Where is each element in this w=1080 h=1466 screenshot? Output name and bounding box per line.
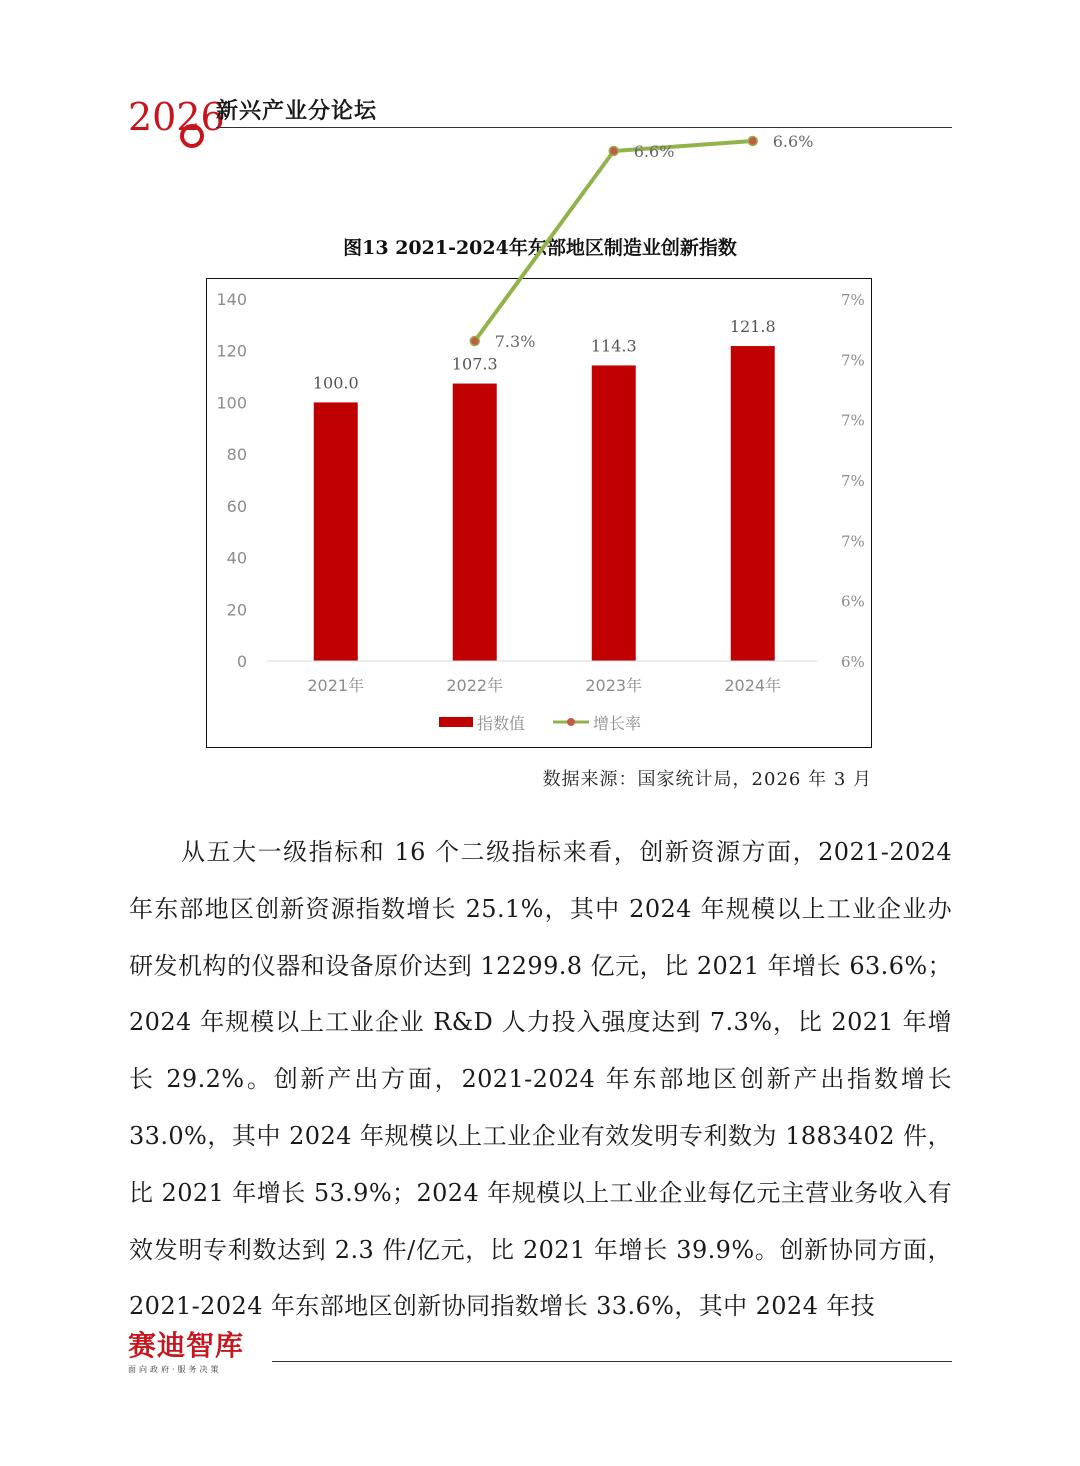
bar-0 xyxy=(314,402,358,661)
y-left-tick-label: 0 xyxy=(236,652,247,671)
growth-rate-point xyxy=(748,137,757,146)
bar-1 xyxy=(453,384,497,661)
forum-title: 新兴产业分论坛 xyxy=(216,99,378,124)
figure-caption: 图13 2021-2024年东部地区制造业创新指数 xyxy=(343,237,737,259)
y-right-tick-label: 7% xyxy=(841,411,865,430)
data-source-note: 数据来源：国家统计局，2026 年 3 月 xyxy=(542,769,872,790)
bar-data-label: 114.3 xyxy=(590,336,637,356)
line-data-label: 6.6% xyxy=(772,132,814,151)
y-right-tick-label: 7% xyxy=(841,532,865,551)
y-left-tick-label: 40 xyxy=(226,548,247,568)
growth-rate-point xyxy=(470,337,479,346)
footer-brand-name: 赛迪智库 xyxy=(128,1329,245,1362)
bar-data-label: 100.0 xyxy=(312,373,359,393)
body-paragraph: 从五大一级指标和 16 个二级指标来看，创新资源方面，2021-2024 年东部地区创新资源指数增长 25.1%，其中 2024 年规模以上工业企业办研发机构的仪器和设备原价达到 12299.8 亿元，比 2021 年增长 63.6%；2024 年规模以上工业企业 R&D 人力投入强度达到 7.3%，比 2021 年增长 29.2%。创新产出方面，2021-2024 年东部地区创新产出指数增长 33.0%，其中 2024 年规模以上工业企业有效发明专利数为 1883402 件，比 2021 年增长 53.9%；2024 年规模以上工业企业每亿元主营业务收入有效发明专利数达到 2.3 件/亿元，比 2021 年增长 39.9%。创新协同方面，2021-2024 年东部地区创新协同指数增长 33.6%，其中 2024 年技 xyxy=(129,838,952,1321)
x-tick-label: 2021年 xyxy=(307,676,365,695)
x-tick-label: 2022年 xyxy=(446,676,504,695)
line-data-label: 7.3% xyxy=(494,332,536,351)
y-left-tick-label: 140 xyxy=(216,290,247,309)
forum-2026-logo xyxy=(126,92,225,154)
legend-bar-label: 指数值 xyxy=(477,714,526,733)
footer-divider xyxy=(272,1361,952,1362)
y-left-tick-label: 120 xyxy=(216,341,247,361)
y-left-tick-label: 20 xyxy=(226,600,247,620)
y-right-tick-label: 6% xyxy=(841,592,865,611)
logo-year-text: 2026 xyxy=(128,95,225,139)
x-tick-label: 2023年 xyxy=(585,676,643,695)
bar-3 xyxy=(731,346,775,661)
header-divider xyxy=(216,127,952,128)
line-data-label: 6.6% xyxy=(633,142,675,161)
y-right-tick-label: 6% xyxy=(841,653,865,671)
y-right-tick-label: 7% xyxy=(841,351,865,370)
y-left-tick-label: 60 xyxy=(226,496,247,516)
bar-2 xyxy=(592,365,636,661)
legend-line-label: 增长率 xyxy=(593,714,642,733)
growth-rate-point xyxy=(609,147,618,156)
bar-data-label: 121.8 xyxy=(729,317,776,337)
y-right-tick-label: 7% xyxy=(841,291,865,309)
bar-data-label: 107.3 xyxy=(451,354,498,374)
legend-bar-swatch xyxy=(439,717,473,727)
y-right-tick-label: 7% xyxy=(841,472,865,490)
footer-tagline: 面向政府·服务决策 xyxy=(128,1365,222,1374)
x-tick-label: 2024年 xyxy=(724,676,782,695)
logo-graphic xyxy=(126,92,225,154)
y-left-tick-label: 100 xyxy=(216,393,247,413)
legend-line-marker xyxy=(567,718,575,726)
ccid-think-tank-logo xyxy=(128,1330,268,1375)
y-left-tick-label: 80 xyxy=(226,445,247,465)
